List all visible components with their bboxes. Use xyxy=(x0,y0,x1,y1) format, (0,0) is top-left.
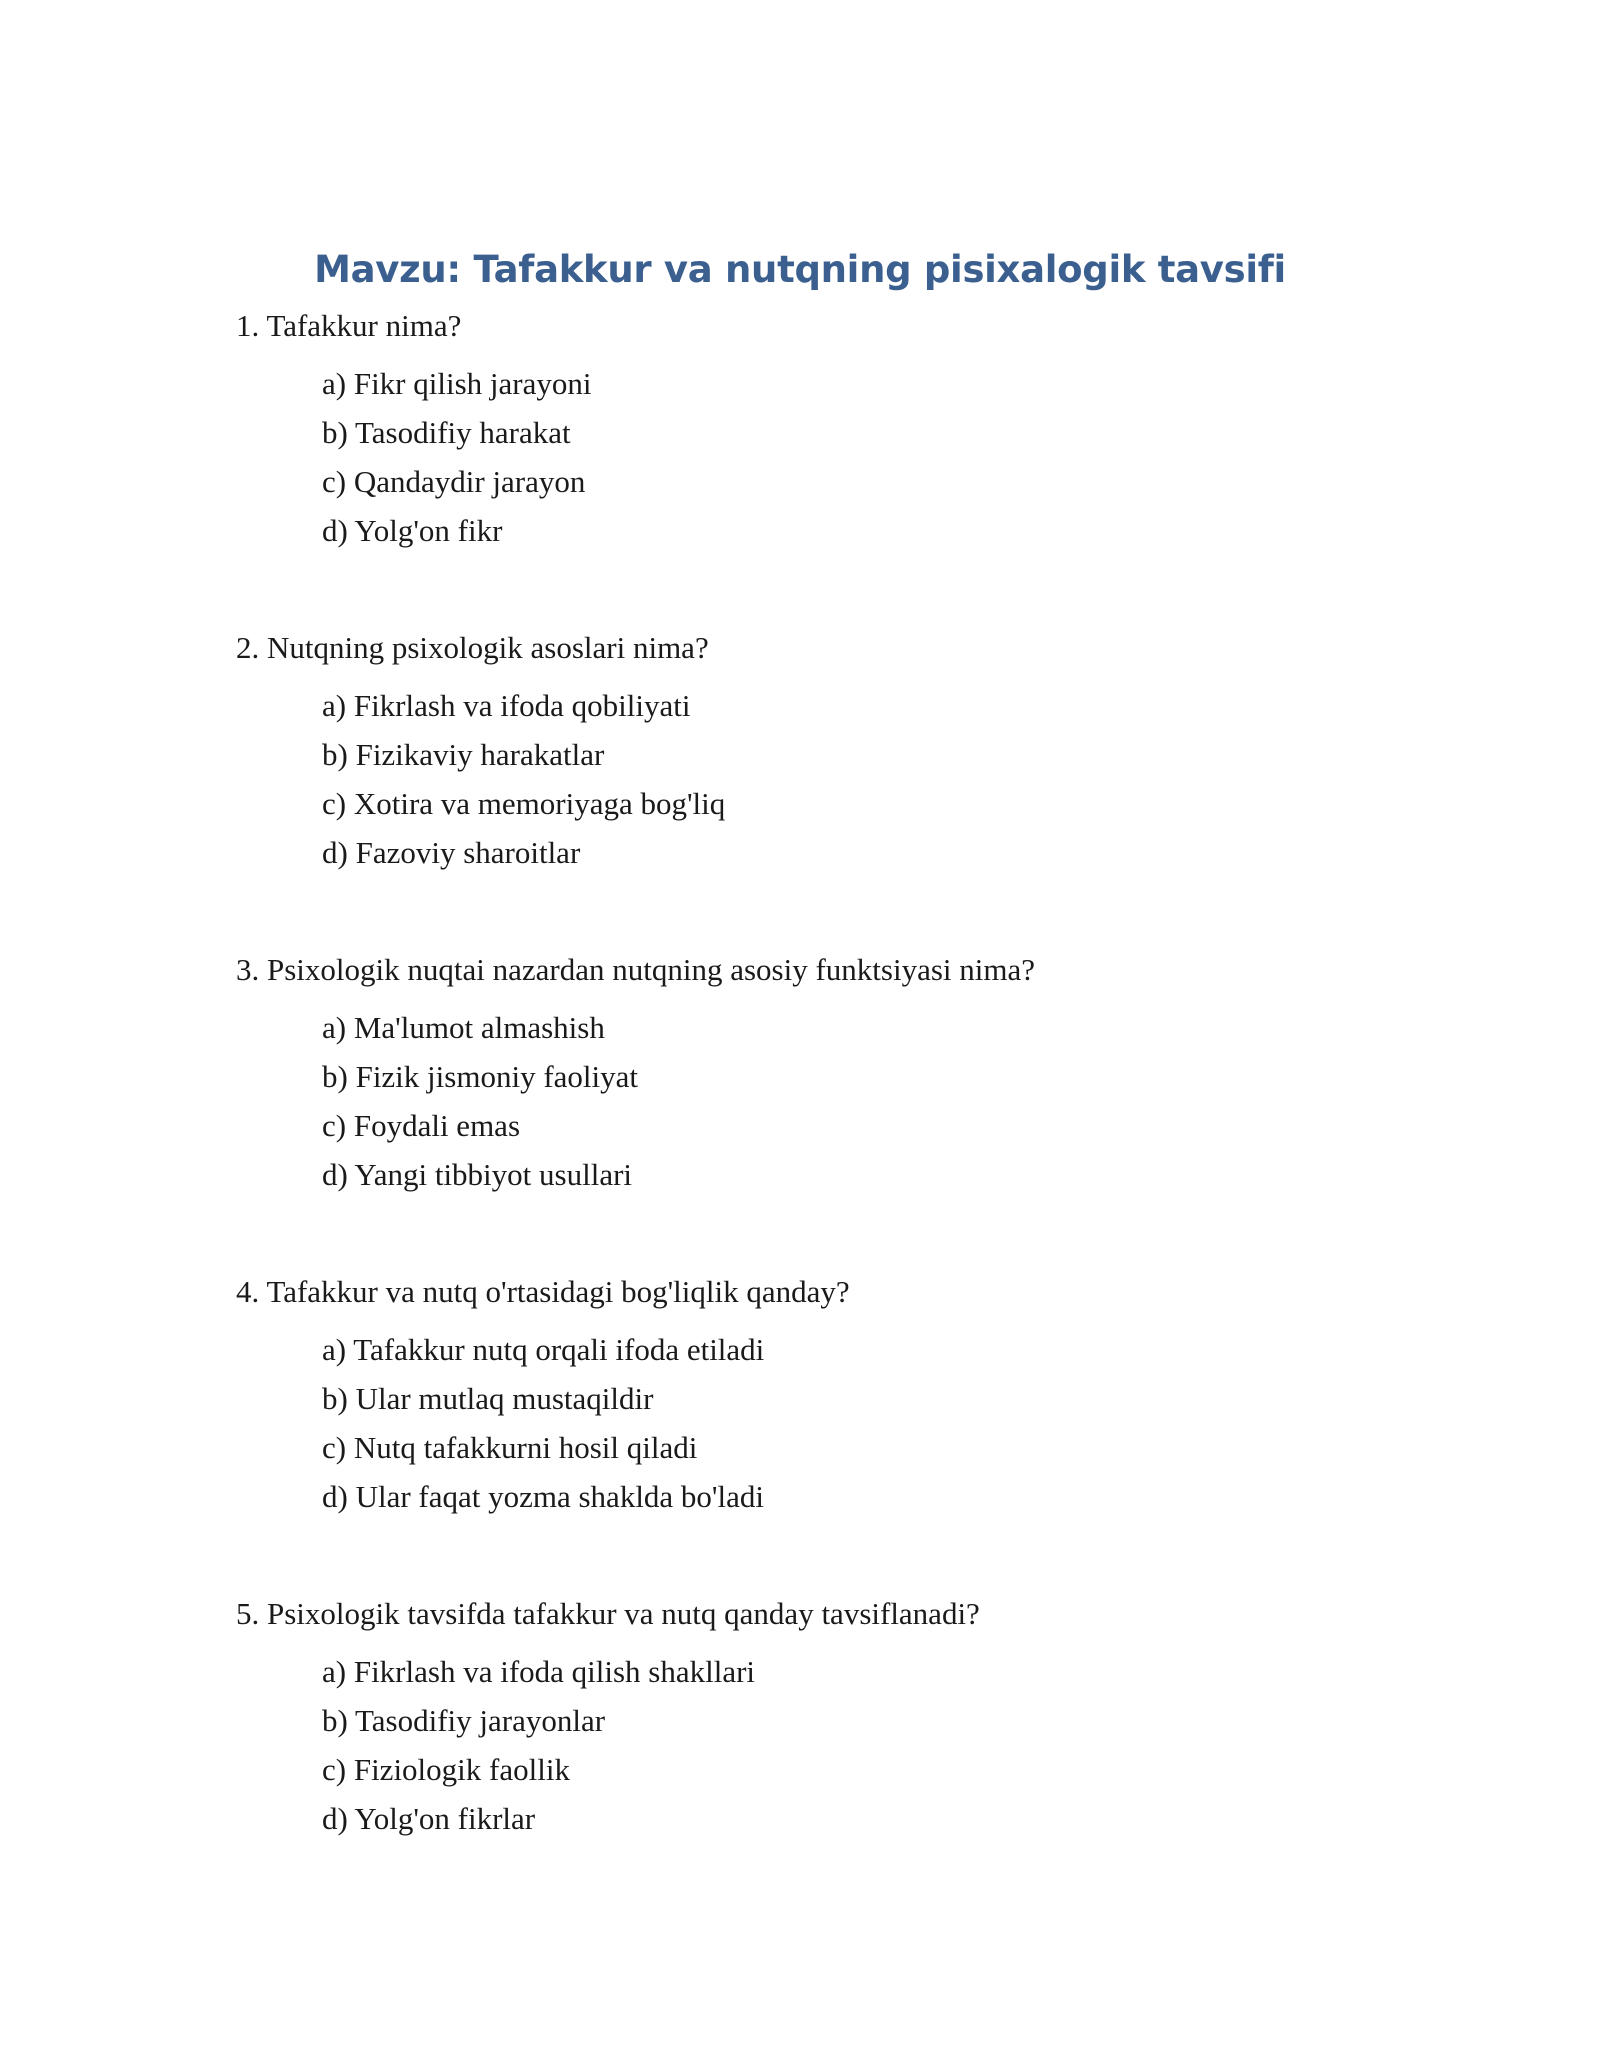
answer-options xyxy=(322,1652,1436,1839)
option-d: d) Yangi tibbiyot usullari xyxy=(322,1157,633,1192)
option-d: d) Fazoviy sharoitlar xyxy=(322,835,581,870)
question-text: 4. Tafakkur va nutq o'rtasidagi bog'liqlik qanday? xyxy=(236,1274,850,1309)
option-d: d) Yolg'on fikrlar xyxy=(322,1801,536,1836)
page-title: Mavzu: Tafakkur va nutqning pisixalogik tavsifi xyxy=(314,248,1286,291)
option-b: b) Tasodifiy jarayonlar xyxy=(322,1703,606,1738)
option-a: a) Fikr qilish jarayoni xyxy=(322,366,592,401)
option-b: b) Fizik jismoniy faoliyat xyxy=(322,1059,638,1094)
option-b: b) Ular mutlaq mustaqildir xyxy=(322,1381,654,1416)
answer-options xyxy=(322,1008,1436,1195)
answer-options xyxy=(322,1330,1436,1517)
answer-options xyxy=(322,364,1436,551)
question-2 xyxy=(236,628,1436,882)
option-d: d) Yolg'on fikr xyxy=(322,513,503,548)
option-b: b) Fizikaviy harakatlar xyxy=(322,737,605,772)
option-c: c) Qandaydir jarayon xyxy=(322,464,586,499)
question-text: 2. Nutqning psixologik asoslari nima? xyxy=(236,630,709,665)
question-3 xyxy=(236,950,1436,1204)
option-a: a) Fikrlash va ifoda qilish shakllari xyxy=(322,1654,756,1689)
option-a: a) Tafakkur nutq orqali ifoda etiladi xyxy=(322,1332,765,1367)
option-b: b) Tasodifiy harakat xyxy=(322,415,571,450)
question-5 xyxy=(236,1594,1436,1848)
question-text: 1. Tafakkur nima? xyxy=(236,308,462,343)
answer-options xyxy=(322,686,1436,873)
question-text: 3. Psixologik nuqtai nazardan nutqning asosiy funktsiyasi nima? xyxy=(236,952,1036,987)
question-1 xyxy=(236,306,1436,560)
option-c: c) Xotira va memoriyaga bog'liq xyxy=(322,786,726,821)
option-a: a) Fikrlash va ifoda qobiliyati xyxy=(322,688,691,723)
option-c: c) Nutq tafakkurni hosil qiladi xyxy=(322,1430,698,1465)
option-a: a) Ma'lumot almashish xyxy=(322,1010,605,1045)
option-c: c) Foydali emas xyxy=(322,1108,521,1143)
question-text: 5. Psixologik tavsifda tafakkur va nutq qanday tavsiflanadi? xyxy=(236,1596,980,1631)
option-c: c) Fiziologik faollik xyxy=(322,1752,570,1787)
option-d: d) Ular faqat yozma shaklda bo'ladi xyxy=(322,1479,765,1514)
question-4 xyxy=(236,1272,1436,1526)
